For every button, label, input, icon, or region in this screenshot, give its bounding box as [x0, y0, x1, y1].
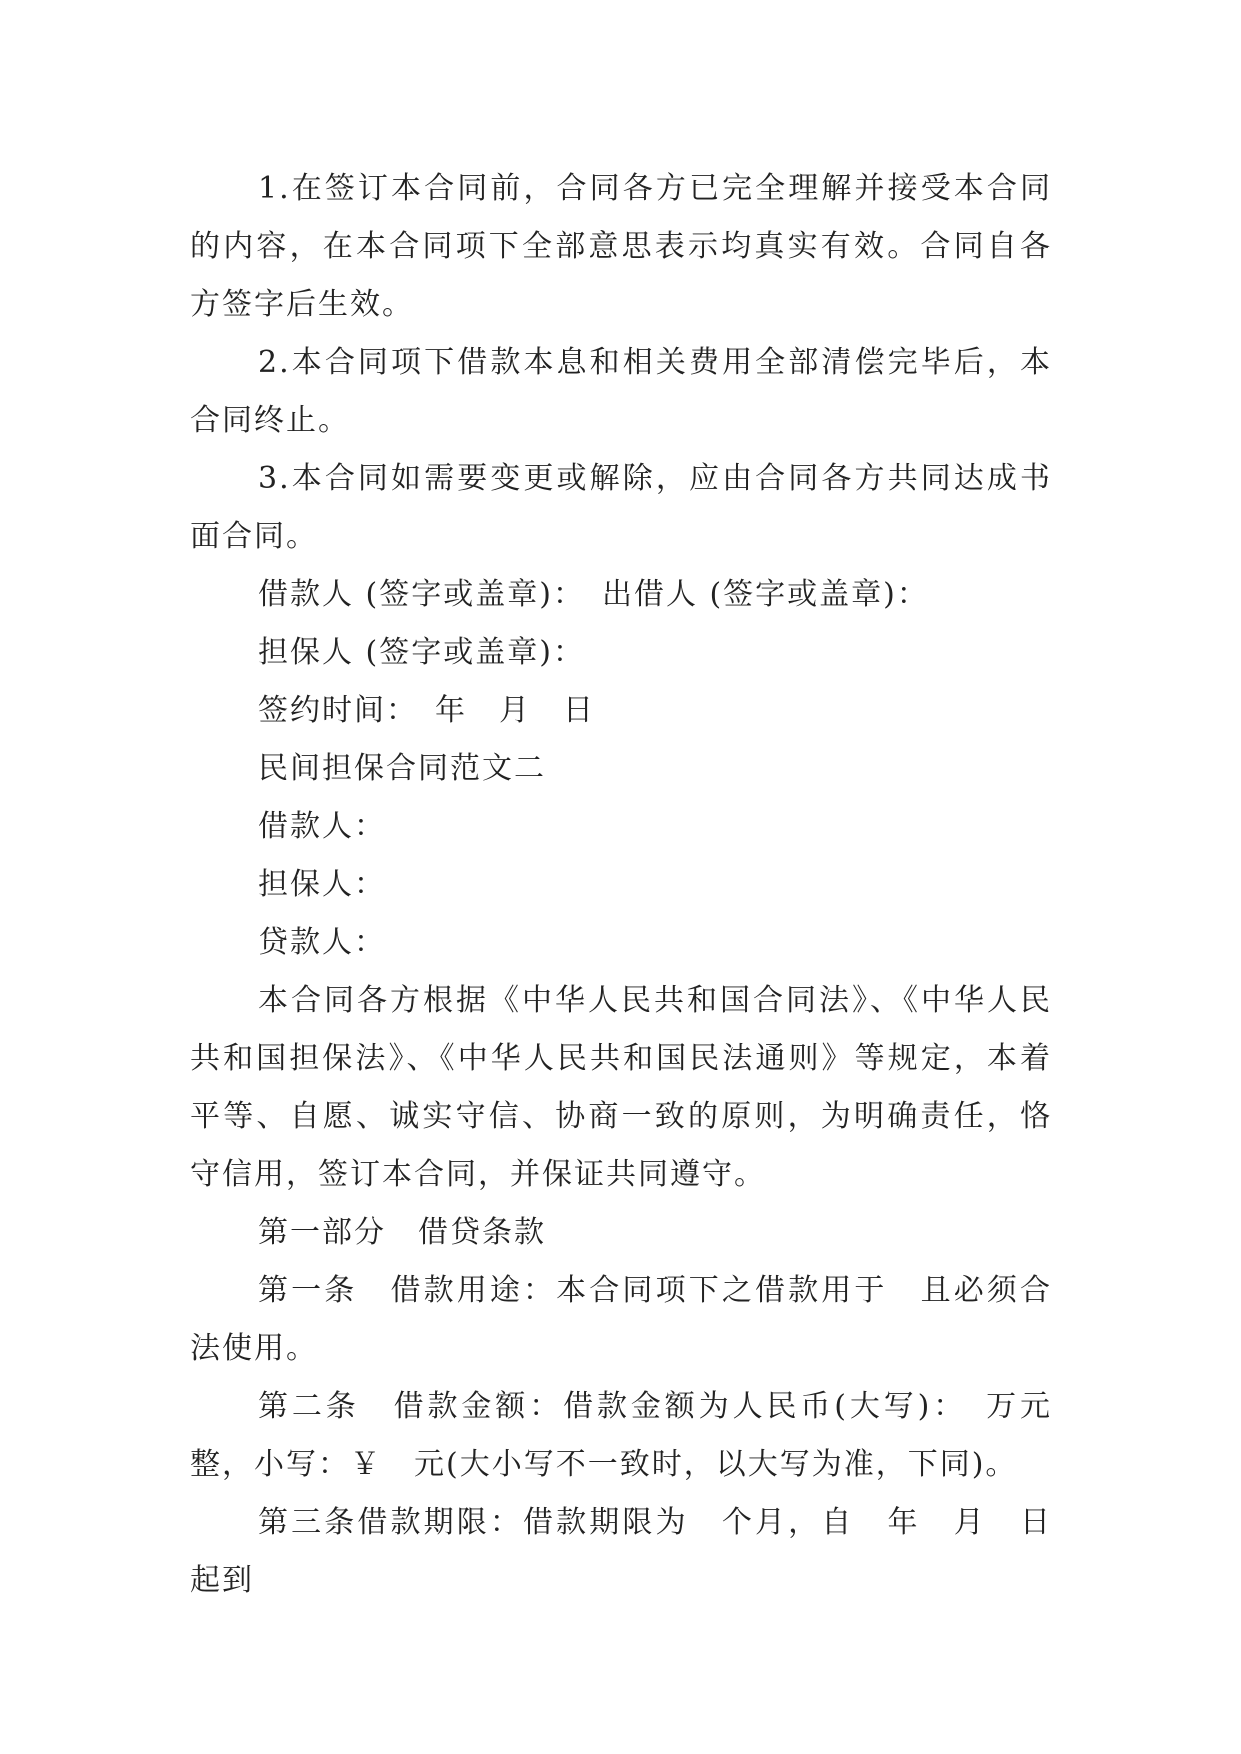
signing-date-line: 签约时间： 年 月 日 — [258, 693, 595, 728]
clause-amendment-paragraph: 3.本合同如需要变更或解除，应由合同各方共同达成书面合同。 — [190, 461, 1052, 554]
document-body — [190, 160, 1052, 1610]
signature-borrower-lender-line: 借款人 (签字或盖章)： 出借人 (签字或盖章)： — [258, 577, 929, 612]
party-borrower-line: 借款人： — [258, 809, 386, 844]
preamble-paragraph: 本合同各方根据《中华人民共和国合同法》、《中华人民共和国担保法》、《中华人民共和国民法通则》等规定，本着平等、自愿、诚实守信、协商一致的原则，为明确责任，恪守信用，签订本合同，并保证共同遵守。 — [190, 983, 1052, 1192]
party-guarantor-line: 担保人： — [258, 867, 386, 902]
article-three-paragraph: 第三条借款期限：借款期限为 个月，自 年 月 日起到 — [190, 1505, 1052, 1598]
clause-effect-paragraph: 1.在签订本合同前，合同各方已完全理解并接受本合同的内容，在本合同项下全部意思表示均真实有效。合同自各方签字后生效。 — [190, 171, 1052, 322]
part-one-heading: 第一部分 借贷条款 — [258, 1215, 546, 1250]
article-two-paragraph: 第二条 借款金额：借款金额为人民币(大写)： 万元整，小写：￥ 元(大小写不一致时，以大写为准，下同)。 — [190, 1389, 1052, 1482]
signature-guarantor-line: 担保人 (签字或盖章)： — [258, 635, 585, 670]
article-one-paragraph: 第一条 借款用途：本合同项下之借款用于 且必须合法使用。 — [190, 1273, 1052, 1366]
party-lender-line: 贷款人： — [258, 925, 386, 960]
clause-termination-paragraph: 2.本合同项下借款本息和相关费用全部清偿完毕后，本合同终止。 — [190, 345, 1052, 438]
section-title: 民间担保合同范文二 — [258, 751, 546, 786]
